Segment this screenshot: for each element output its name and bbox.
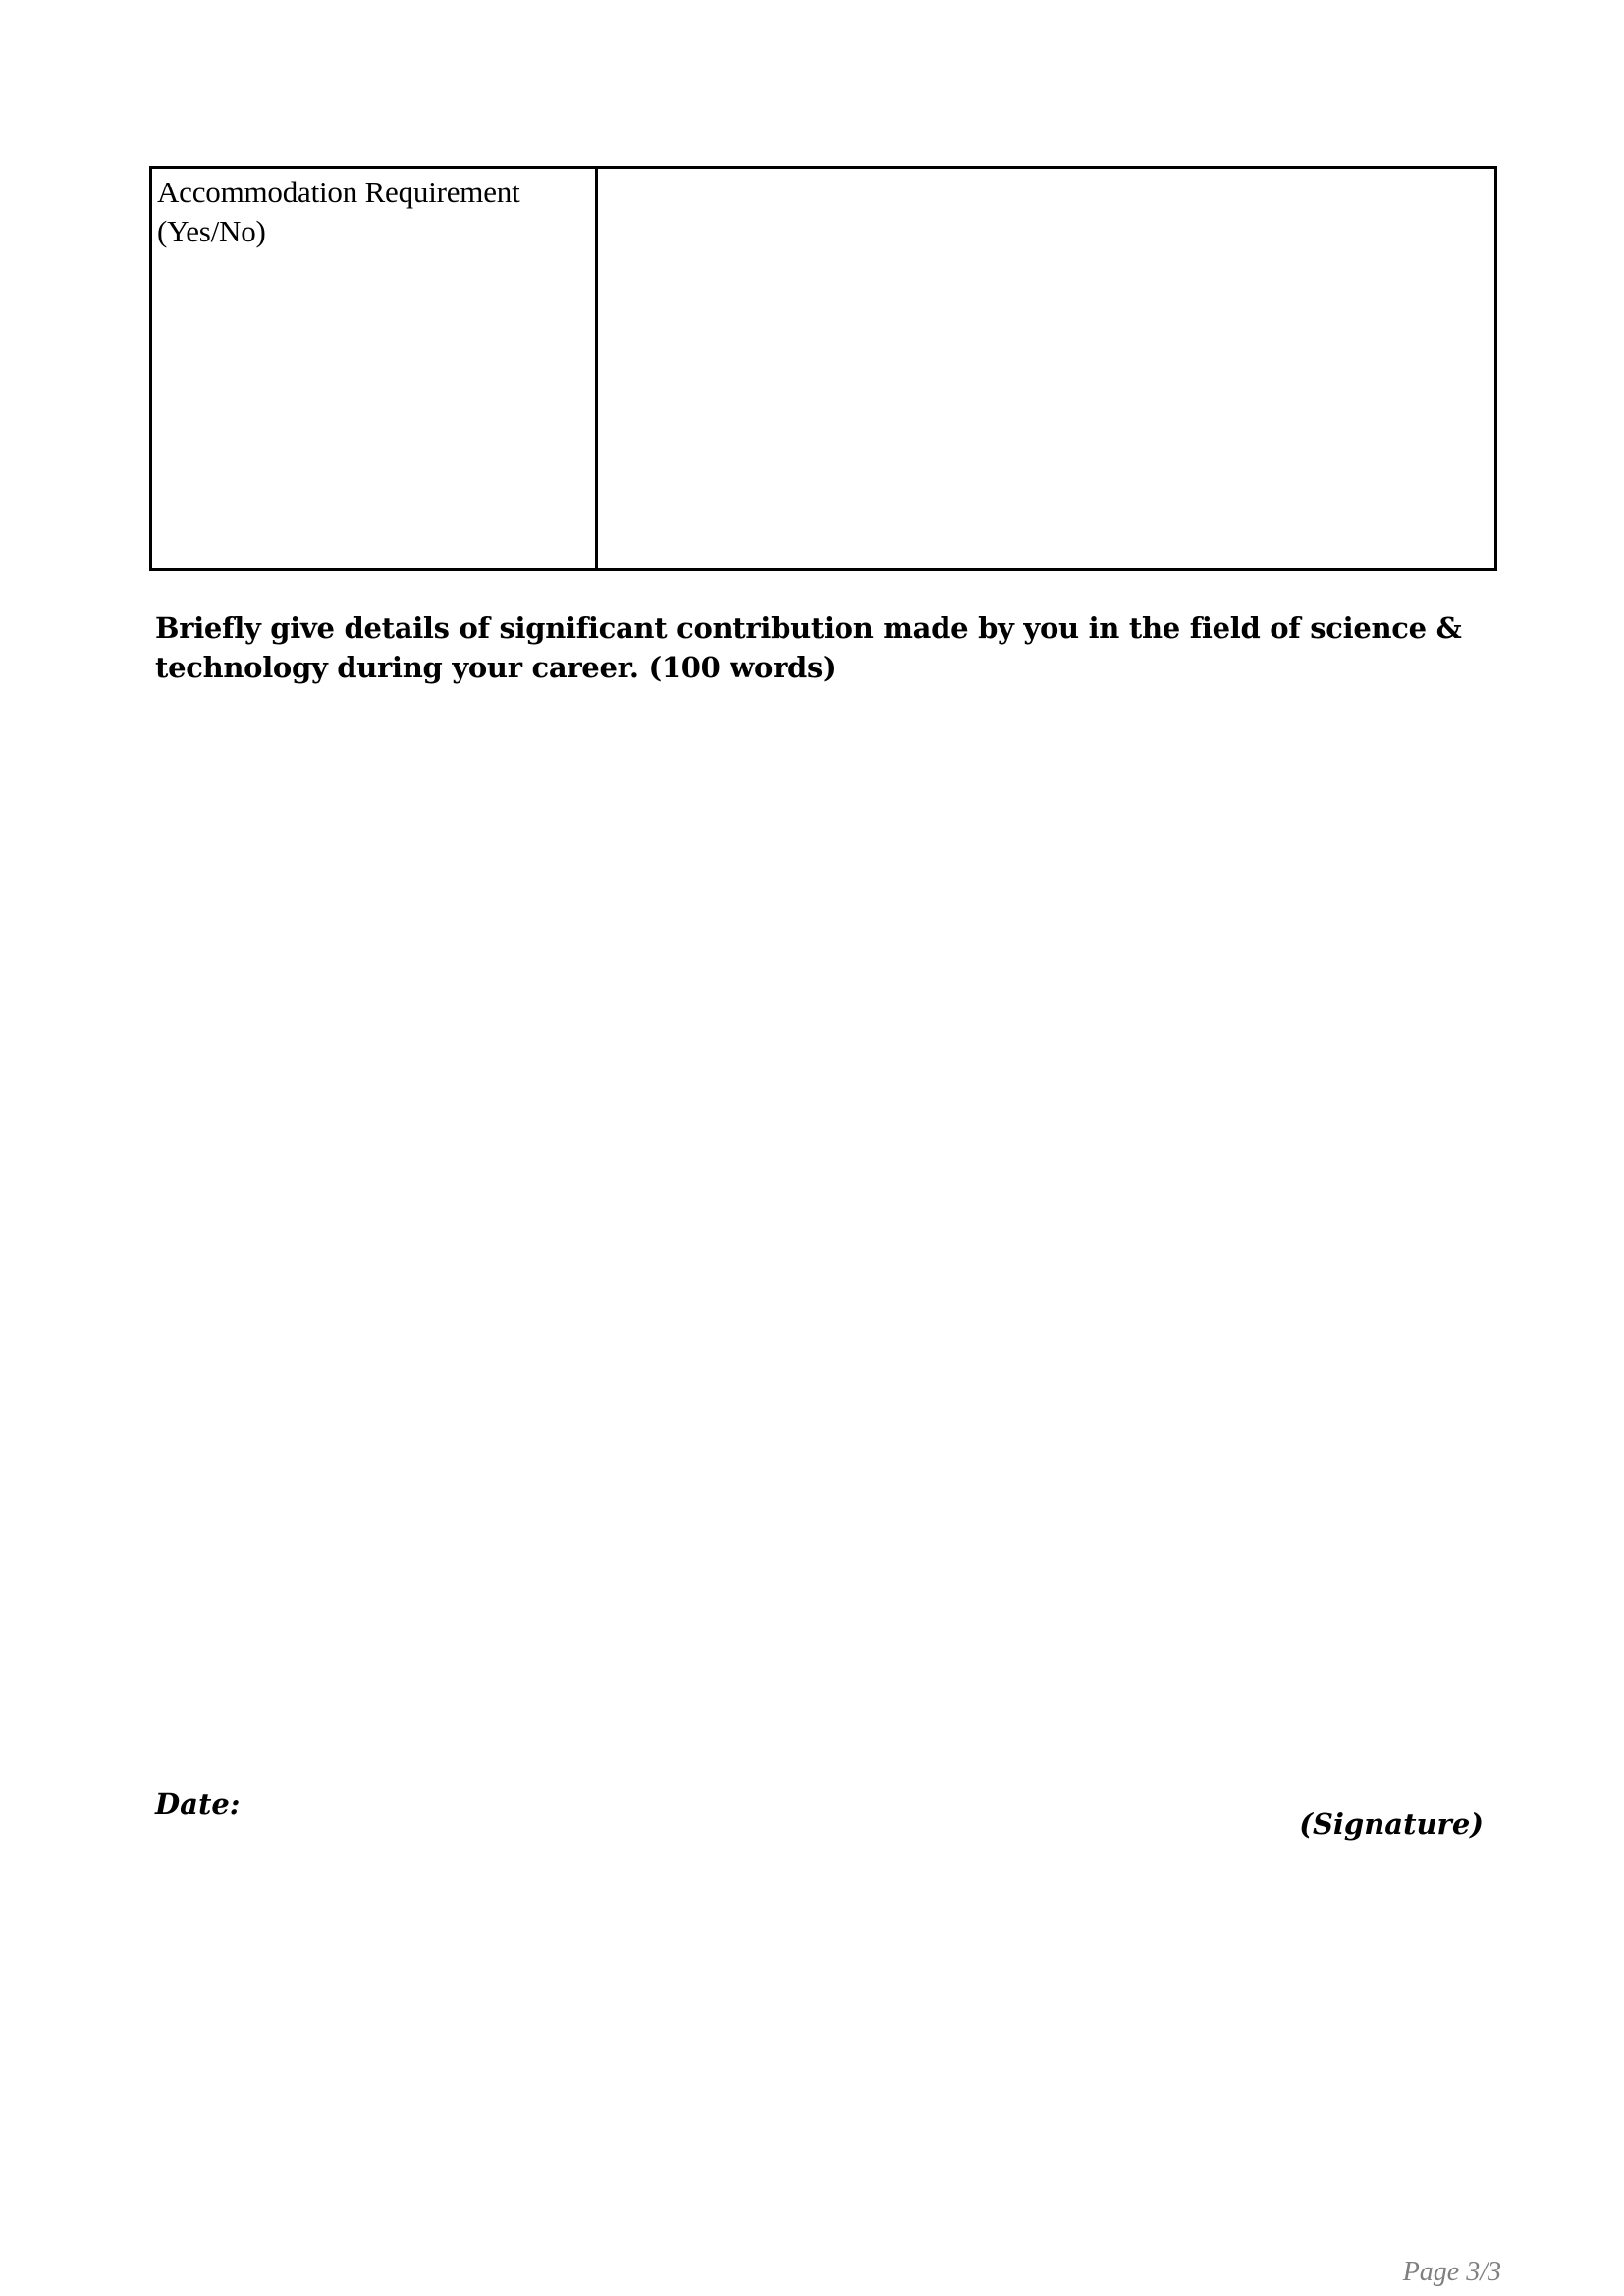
page-number: Page 3/3 bbox=[1402, 2257, 1501, 2287]
table-row bbox=[151, 168, 1496, 570]
accommodation-table bbox=[149, 166, 1497, 571]
date-label: Date: bbox=[155, 1788, 241, 1821]
accommodation-requirement-label: Accommodation Requirement (Yes/No) bbox=[151, 168, 597, 570]
accommodation-requirement-field[interactable] bbox=[597, 168, 1496, 570]
signature-label: (Signature) bbox=[1299, 1807, 1484, 1841]
contribution-question: Briefly give details of significant contribution made by you in the field of science & technology during your career. (100 words) bbox=[155, 612, 1462, 684]
